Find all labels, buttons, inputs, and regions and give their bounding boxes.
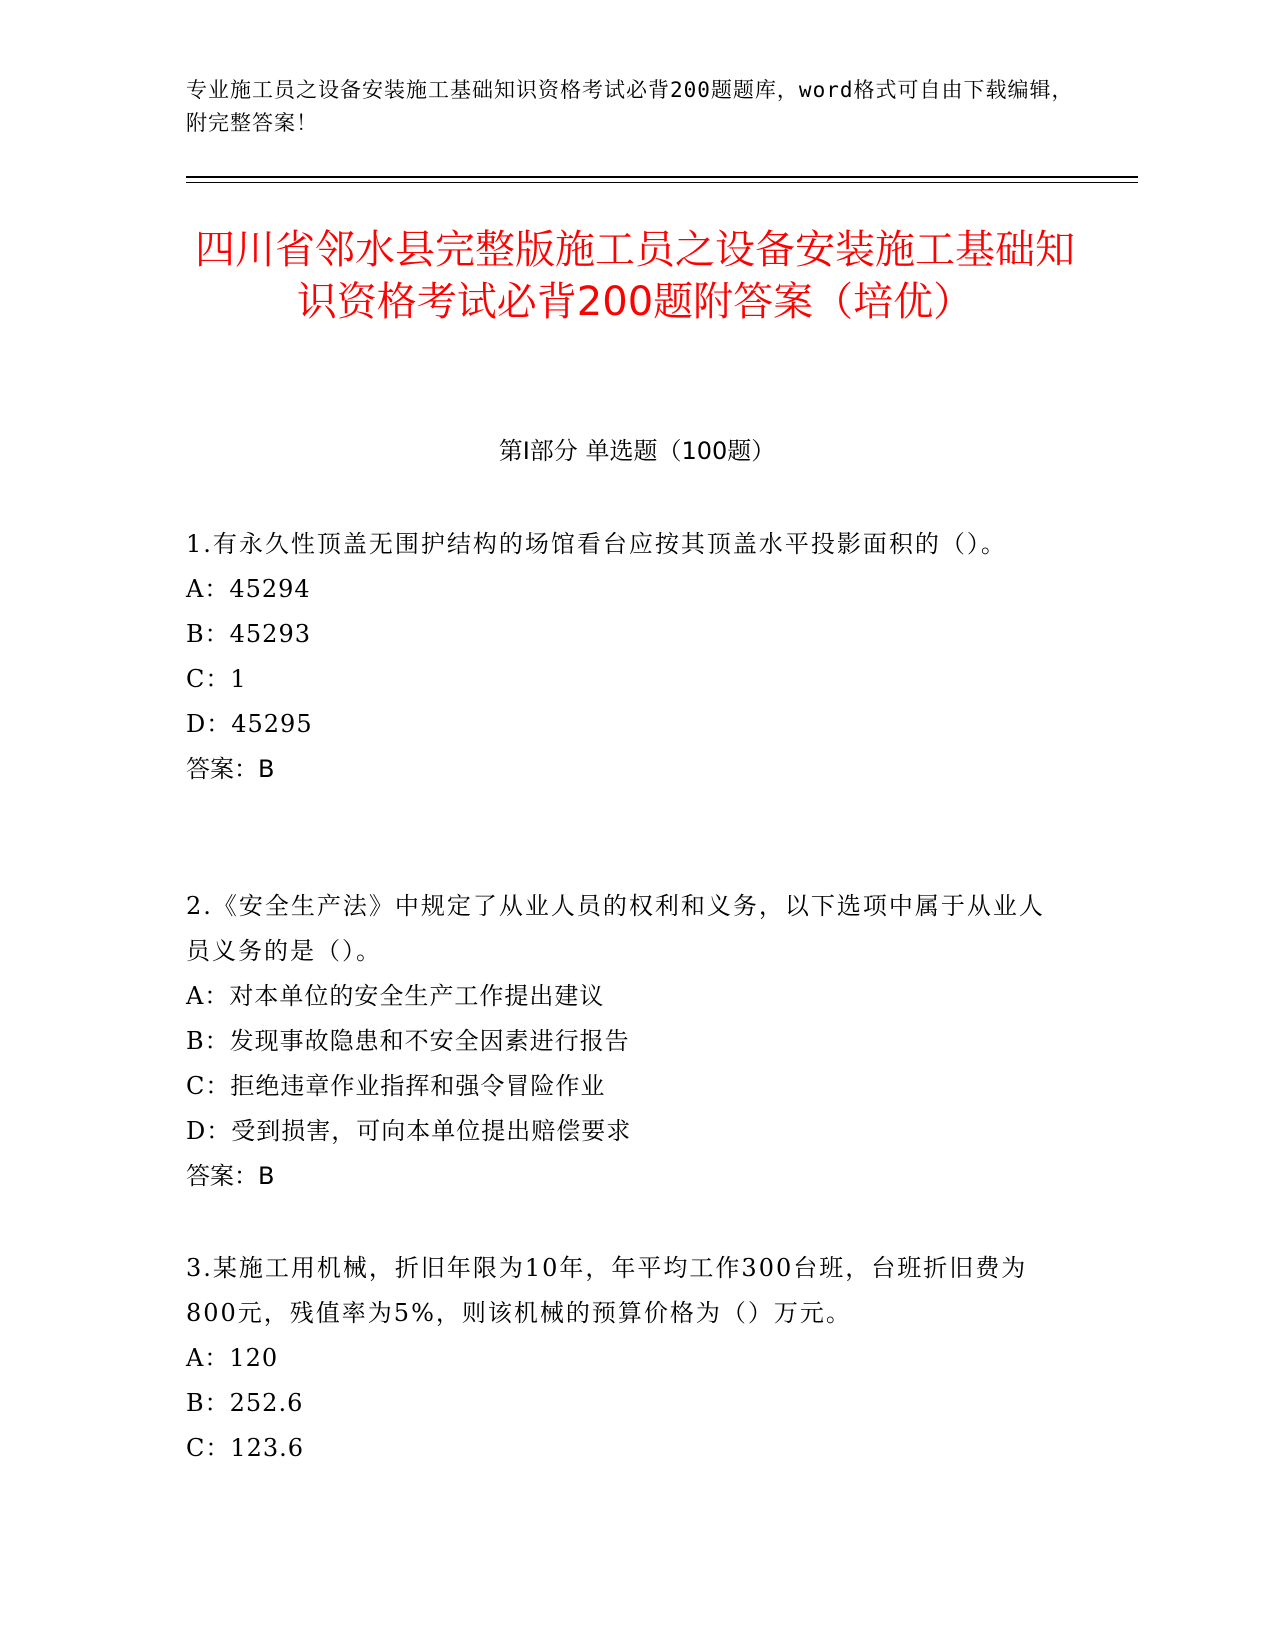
option-a: A：45294 [186, 575, 311, 603]
document-title: 四川省邻水县完整版施工员之设备安装施工基础知识资格考试必背200题附答案（培优） [195, 227, 1075, 325]
header-note: 专业施工员之设备安装施工基础知识资格考试必背200题题库，word格式可自由下载编辑，附完整答案！ [186, 78, 1074, 135]
option-d: D：受到损害，可向本单位提出赔偿要求 [186, 1117, 632, 1145]
header-divider-thin [186, 182, 1138, 183]
question-stem: 2.《安全生产法》中规定了从业人员的权利和义务，以下选项中属于从业人员义务的是（）。 [186, 892, 1045, 965]
option-b: B：252.6 [186, 1389, 304, 1417]
option-a: A：120 [186, 1344, 279, 1372]
question-stem: 1.有永久性顶盖无围护结构的场馆看台应按其顶盖水平投影面积的（）。 [186, 530, 1007, 558]
option-d: D：45295 [186, 710, 313, 738]
section-title: 第I部分 单选题（100题） [498, 437, 776, 465]
question-3 [186, 1246, 1066, 1471]
question-1 [186, 522, 1066, 792]
answer-label: 答案：B [186, 755, 275, 783]
option-c: C：1 [186, 665, 247, 693]
header-divider-thick [186, 176, 1138, 178]
option-b: B：发现事故隐患和不安全因素进行报告 [186, 1027, 630, 1055]
option-c: C：拒绝违章作业指挥和强令冒险作业 [186, 1072, 606, 1100]
answer-label: 答案：B [186, 1162, 275, 1190]
question-stem: 3.某施工用机械，折旧年限为10年，年平均工作300台班，台班折旧费为800元，残值率为5%，则该机械的预算价格为（）万元。 [186, 1254, 1028, 1327]
option-b: B：45293 [186, 620, 311, 648]
option-c: C：123.6 [186, 1434, 305, 1462]
question-2 [186, 884, 1066, 1199]
option-a: A：对本单位的安全生产工作提出建议 [186, 982, 605, 1010]
